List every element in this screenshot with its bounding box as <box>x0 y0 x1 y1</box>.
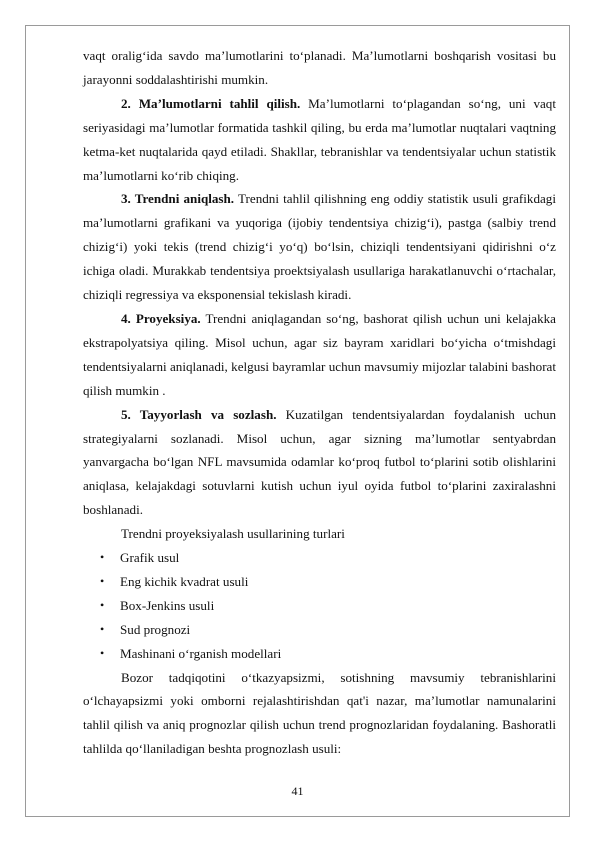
bullet-icon: • <box>100 573 105 588</box>
heading-trend-identification: 3. Trendni aniqlash. <box>121 191 235 207</box>
list-item <box>83 570 556 594</box>
bullet-icon: • <box>100 621 105 636</box>
paragraph-trend-identification <box>83 187 556 307</box>
paragraph-data-analysis <box>83 92 556 188</box>
page-number: 41 <box>291 784 304 798</box>
list-item-text: Sud prognozi <box>120 621 191 637</box>
paragraph-projection <box>83 307 556 403</box>
document-body <box>83 44 556 761</box>
paragraph-closing: Bozor tadqiqotini o‘tkazyapsizmi, sotishning mavsumiy tebranishlarini o‘lchayapsizmi yoki omborni rejalashtirishdan qat'i nazar, ma’lumotlar namunalarini tahlil qilish va aniq prognozlar qilish uchun trend prognozlaridan foydalaning. Bashoratli tahlilda qo‘llaniladigan beshta prognozlash usuli: <box>83 669 556 757</box>
bullet-icon: • <box>100 645 105 660</box>
list-item <box>83 618 556 642</box>
methods-list <box>83 546 556 666</box>
text-projection: Trendni aniqlagandan so‘ng, bashorat qilish uchun uni kelajakka ekstrapolyatsiya qiling. Misol uchun, agar siz bayram xaridlari bo‘yicha o‘tmishdagi tendentsiyalarni aniqlanadi, kelgusi bayramlar uchun mavsumiy mijozlar talabini bashorat qilish mumkin . <box>83 310 556 398</box>
heading-data-analysis: 2. Ma’lumotlarni tahlil qilish. <box>121 95 301 111</box>
list-item-text: Mashinani o‘rganish modellari <box>120 645 282 661</box>
list-item <box>83 594 556 618</box>
paragraph-continuation: vaqt oralig‘ida savdo ma’lumotlarini to‘planadi. Ma’lumotlarni boshqarish vositasi bu jarayonni soddalashtirishi mumkin. <box>83 48 556 87</box>
bullet-icon: • <box>100 597 105 612</box>
paragraph-preparation <box>83 403 556 523</box>
list-item <box>83 546 556 570</box>
heading-preparation: 5. Tayyorlash va sozlash. <box>121 406 277 422</box>
list-heading: Trendni proyeksiyalash usullarining turlari <box>121 526 345 542</box>
bullet-icon: • <box>100 550 105 565</box>
text-trend-identification: Trendni tahlil qilishning eng oddiy statistik usuli grafikdagi ma’lumotlarni grafikani va yuqoriga (ijobiy tendentsiya chizig‘i), pastga (salbiy trend chizig‘i) yoki tekis (trend chizig‘i yo‘q) bo‘lsin, chiziqli tendentsiyani qidirishni o‘z ichiga oladi. Murakkab tendentsiya proektsiyalash usullariga harakatlanuvchi o‘rtachalar, chiziqli regressiya va eksponensial tekislash kiradi. <box>83 191 556 303</box>
text-preparation: Kuzatilgan tendentsiyalardan foydalanish uchun strategiyalarni sozlanadi. Misol uchun, agar sizning ma’lumotlar sentyabrdan yanvargacha bo‘lgan NFL mavsumida odamlar ko‘proq futbol to‘plarini sotib olishlarini aniqlasa, kelajakdagi sotuvlarni kutish uchun iyul oyida futbol to‘plarini zaxiralashni boshlanadi. <box>83 406 556 518</box>
list-item-text: Box-Jenkins usuli <box>120 597 215 613</box>
heading-projection: 4. Proyeksiya. <box>121 310 201 326</box>
list-item-text: Grafik usul <box>120 550 180 566</box>
text-data-analysis: Ma’lumotlarni to‘plagandan so‘ng, uni vaqt seriyasidagi ma’lumotlar formatida tashkil qiling, bu erda ma’lumotlar nuqtalari vaqtning ketma-ket nuqtalarida qayd etiladi. Shakllar, tebranishlar va tendentsiyalar uchun statistik ma’lumotlarni ko‘rib chiqing. <box>83 95 556 183</box>
list-item <box>83 642 556 666</box>
list-item-text: Eng kichik kvadrat usuli <box>120 573 249 589</box>
